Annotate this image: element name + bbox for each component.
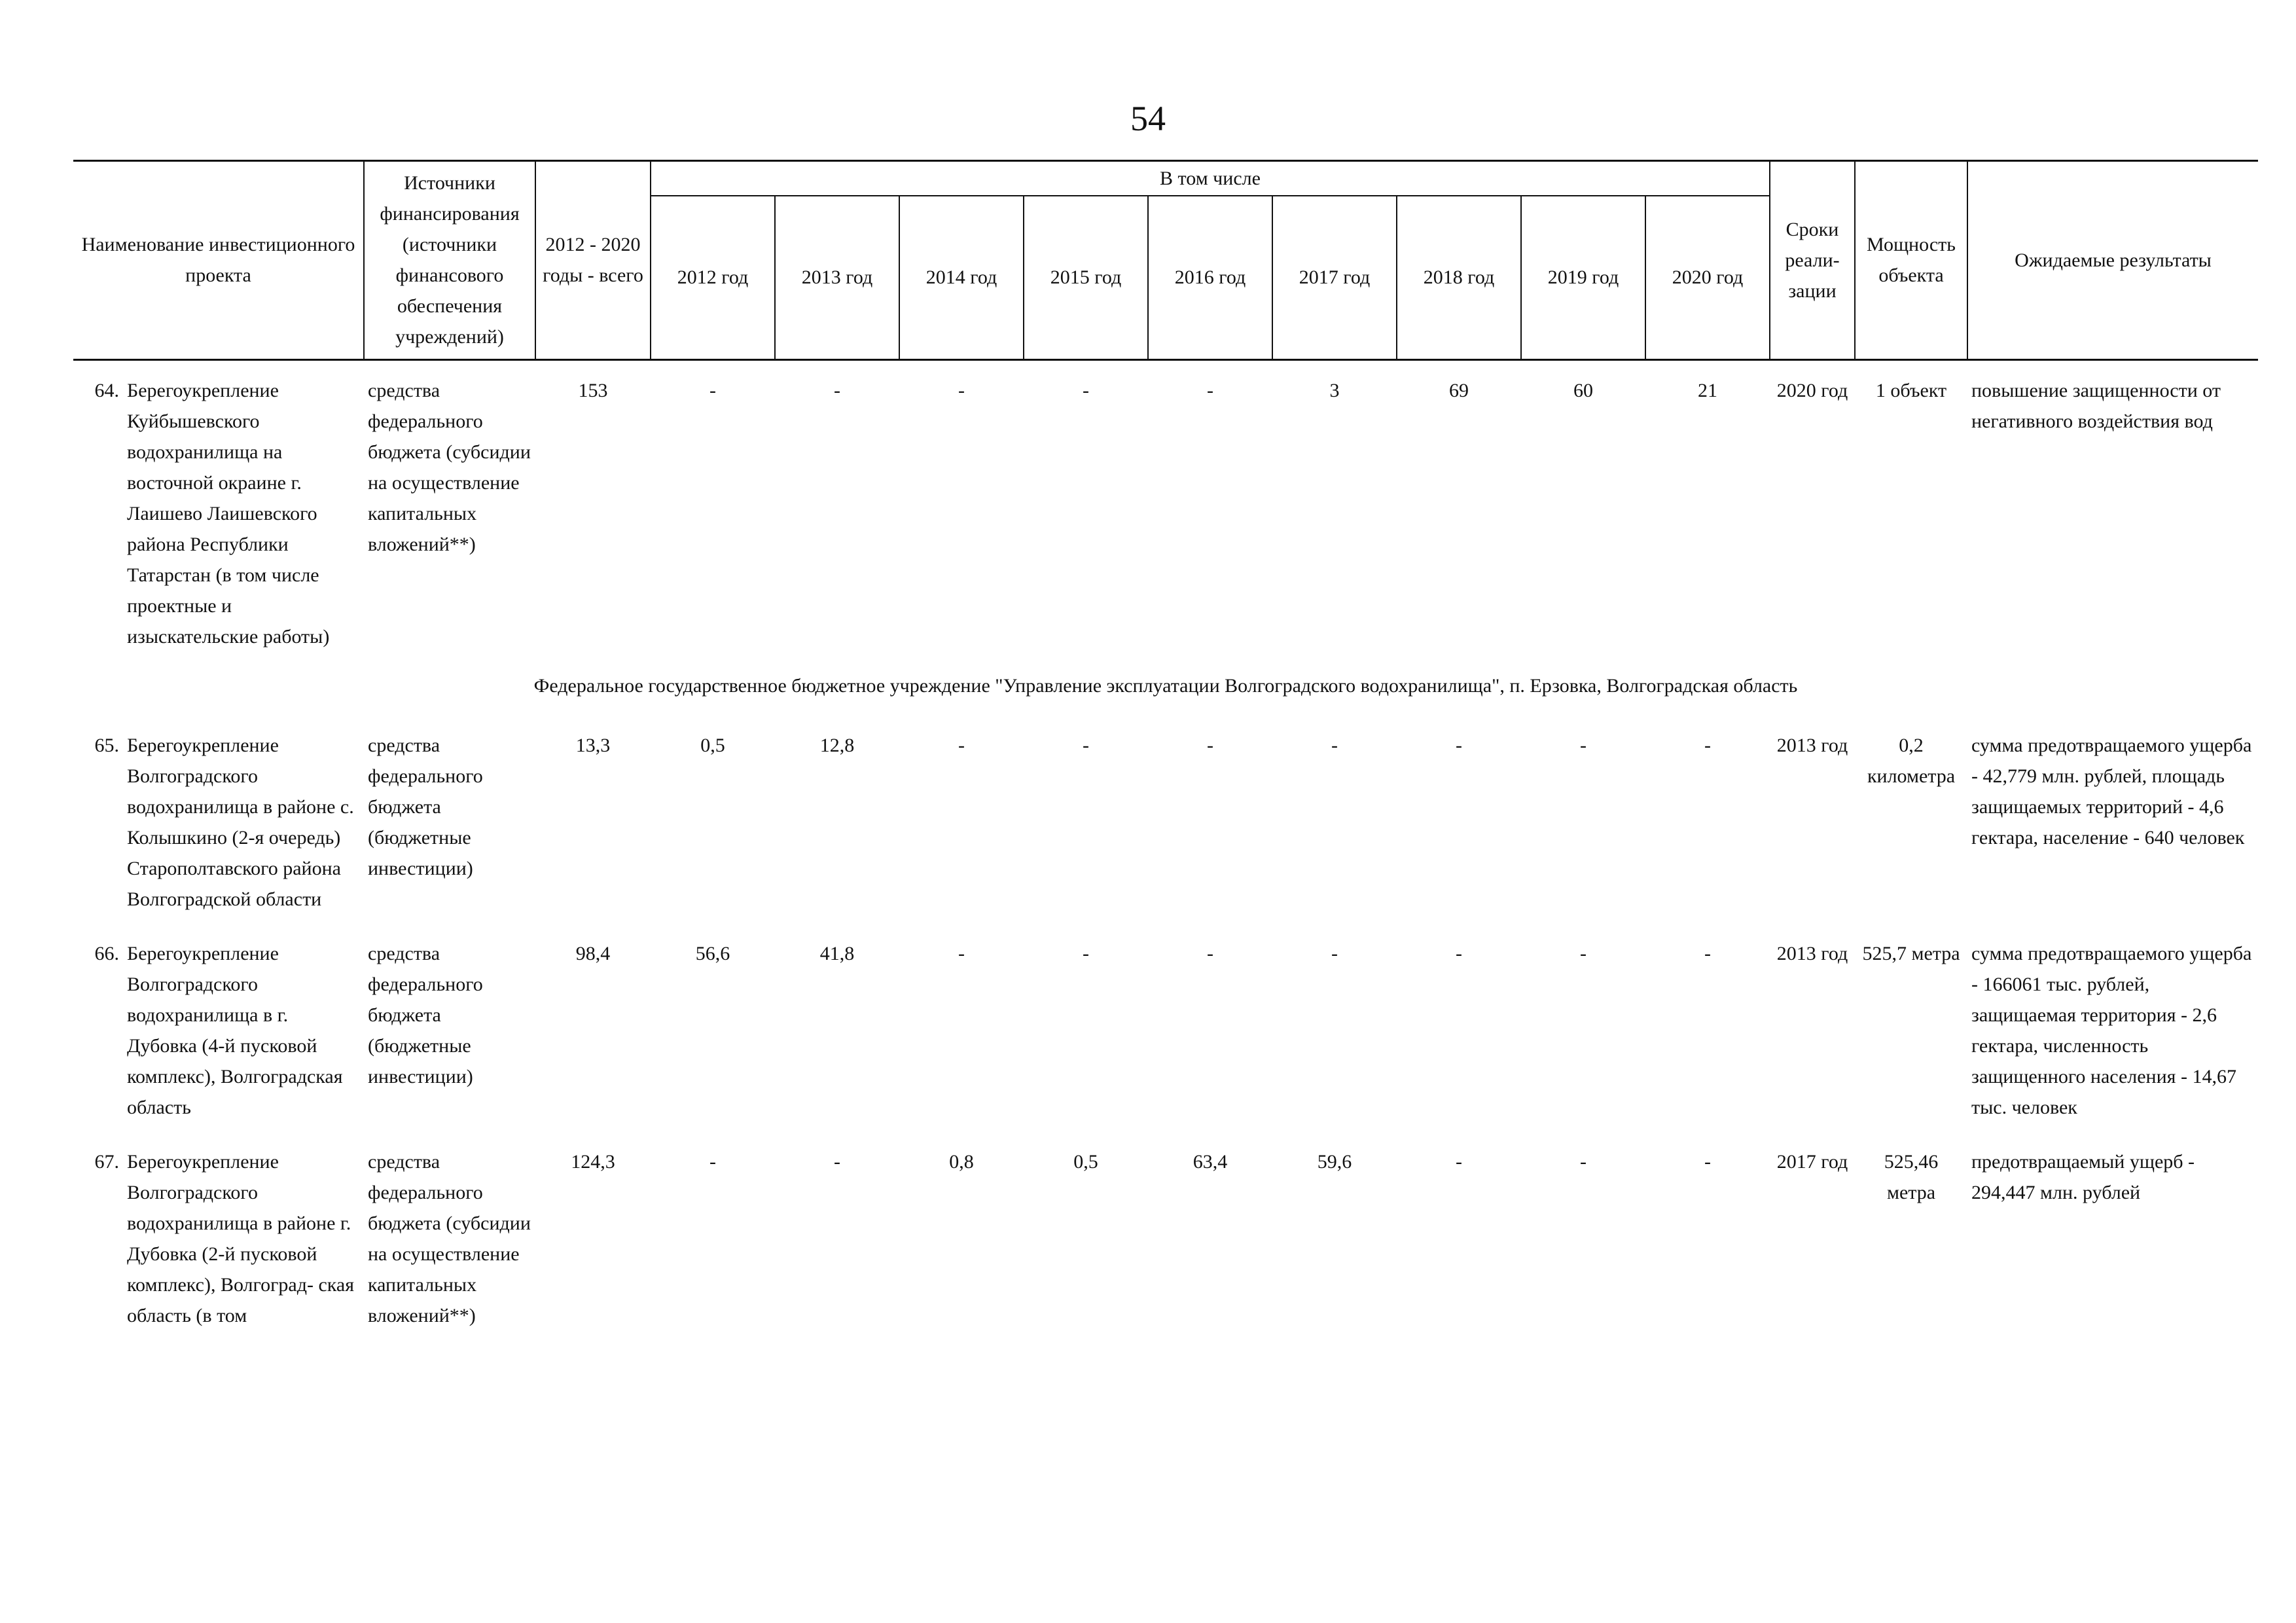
header-year-2014: 2014 год — [899, 196, 1024, 359]
value-2013: 41,8 — [819, 942, 855, 964]
value-2018: - — [1456, 1150, 1462, 1173]
project-name-cell — [73, 359, 364, 661]
header-expected-results: Ожидаемые результаты — [1967, 161, 2258, 360]
project-name-cell — [73, 1132, 364, 1340]
value-2012: - — [709, 1150, 716, 1173]
value-2016: - — [1207, 942, 1213, 964]
value-2017: - — [1331, 734, 1338, 756]
value-2018: - — [1456, 942, 1462, 964]
project-name: Берегоукрепление Волгоградского водохранилища в районе с. Колышкино (2-я очередь) Старополтавского района Волгоградской области — [127, 734, 354, 910]
header-year-2015: 2015 год — [1024, 196, 1148, 359]
object-capacity: 525,7 метра — [1862, 942, 1960, 964]
value-2014: - — [958, 379, 965, 401]
implementation-term: 2017 год — [1776, 1150, 1848, 1173]
value-2020: - — [1704, 1150, 1711, 1173]
value-2016: - — [1207, 734, 1213, 756]
table-header — [73, 161, 2258, 360]
value-2013: 12,8 — [819, 734, 855, 756]
project-name: Берегоукрепление Волгоградского водохранилища в районе г. Дубовка (2-й пусковой комплекс), Волгоград- ская область (в том — [127, 1150, 355, 1326]
value-2020: 21 — [1698, 379, 1717, 401]
row-number: 64. — [94, 379, 119, 401]
value-2018: - — [1456, 734, 1462, 756]
value-2012: - — [709, 379, 716, 401]
expected-result: сумма предотвращаемого ущерба - 42,779 млн. рублей, площадь защищаемых территорий - 4,6 гектара, население - 640 человек — [1971, 734, 2252, 848]
header-capacity: Мощность объекта — [1855, 161, 1967, 360]
section-row — [73, 661, 2258, 716]
implementation-term: 2013 год — [1776, 734, 1848, 756]
table-row — [73, 1132, 2258, 1340]
header-year-2017: 2017 год — [1272, 196, 1397, 359]
value-2016: 63,4 — [1193, 1150, 1228, 1173]
value-2015: - — [1083, 379, 1089, 401]
header-year-2018: 2018 год — [1397, 196, 1521, 359]
project-name: Берегоукрепление Куйбышевского водохранилища на восточной окраине г. Лаишево Лаишевского района Республики Татарстан (в том числе проектные и изыскательские работы) — [127, 379, 330, 647]
header-project-name: Наименование инвестиционного проекта — [73, 161, 364, 360]
object-capacity: 1 объект — [1875, 379, 1947, 401]
investment-projects-table — [73, 160, 2258, 1340]
table-row — [73, 716, 2258, 924]
value-2014: - — [958, 734, 965, 756]
value-2019: 60 — [1573, 379, 1593, 401]
total-value: 98,4 — [575, 942, 611, 964]
value-2018: 69 — [1449, 379, 1469, 401]
header-year-2019: 2019 год — [1521, 196, 1645, 359]
value-2019: - — [1580, 1150, 1587, 1173]
header-year-2020: 2020 год — [1645, 196, 1770, 359]
total-value: 153 — [578, 379, 608, 401]
expected-result: повышение защищенности от негативного воздействия вод — [1971, 379, 2221, 432]
header-funding-sources: Источники финансирования (источники финансового обеспечения учреждений) — [364, 161, 535, 360]
implementation-term: 2013 год — [1776, 942, 1848, 964]
value-2015: 0,5 — [1073, 1150, 1098, 1173]
value-2017: 3 — [1329, 379, 1340, 401]
value-2020: - — [1704, 942, 1711, 964]
value-2017: - — [1331, 942, 1338, 964]
value-2020: - — [1704, 734, 1711, 756]
header-year-2012: 2012 год — [651, 196, 775, 359]
table-row — [73, 924, 2258, 1132]
value-2012: 0,5 — [700, 734, 725, 756]
object-capacity: 0,2 километра — [1867, 734, 1956, 787]
value-2015: - — [1083, 942, 1089, 964]
value-2015: - — [1083, 734, 1089, 756]
total-value: 124,3 — [571, 1150, 615, 1173]
row-number: 66. — [94, 942, 119, 964]
row-number: 65. — [94, 734, 119, 756]
expected-result: предотвращаемый ущерб - 294,447 млн. рублей — [1971, 1150, 2195, 1203]
funding-source: средства федерального бюджета (субсидии на осуществление капитальных вложений**) — [368, 1150, 531, 1326]
header-implementation-term: Сроки реали- зации — [1770, 161, 1855, 360]
value-2014: - — [958, 942, 965, 964]
value-2017: 59,6 — [1317, 1150, 1352, 1173]
project-name: Берегоукрепление Волгоградского водохранилища в г. Дубовка (4-й пусковой комплекс), Волгоградская область — [127, 942, 343, 1118]
value-2019: - — [1580, 942, 1587, 964]
implementation-term: 2020 год — [1776, 379, 1848, 401]
header-year-2013: 2013 год — [775, 196, 899, 359]
section-title: Федеральное государственное бюджетное учреждение "Управление эксплуатации Волгоградского водохранилища", п. Ерзовка, Волгоградская область — [533, 674, 1798, 697]
value-2016: - — [1207, 379, 1213, 401]
header-total-2012-2020: 2012 - 2020 годы - всего — [535, 161, 651, 360]
value-2012: 56,6 — [695, 942, 730, 964]
value-2013: - — [834, 1150, 840, 1173]
value-2013: - — [834, 379, 840, 401]
object-capacity: 525,46 метра — [1884, 1150, 1939, 1203]
header-year-2016: 2016 год — [1148, 196, 1272, 359]
expected-result: сумма предотвращаемого ущерба - 166061 тыс. рублей, защищаемая территория - 2,6 гектара, численность защищенного населения - 14,67 тыс. человек — [1971, 942, 2252, 1118]
table-row — [73, 359, 2258, 661]
value-2019: - — [1580, 734, 1587, 756]
page-number: 54 — [1130, 99, 1166, 138]
row-number: 67. — [94, 1150, 119, 1173]
funding-source: средства федерального бюджета (субсидии на осуществление капитальных вложений**) — [368, 379, 531, 555]
funding-source: средства федерального бюджета (бюджетные инвестиции) — [368, 942, 483, 1087]
value-2014: 0,8 — [949, 1150, 974, 1173]
header-including: В том числе — [651, 161, 1770, 196]
total-value: 13,3 — [575, 734, 611, 756]
funding-source: средства федерального бюджета (бюджетные инвестиции) — [368, 734, 483, 879]
project-name-cell — [73, 924, 364, 1132]
project-name-cell — [73, 716, 364, 924]
